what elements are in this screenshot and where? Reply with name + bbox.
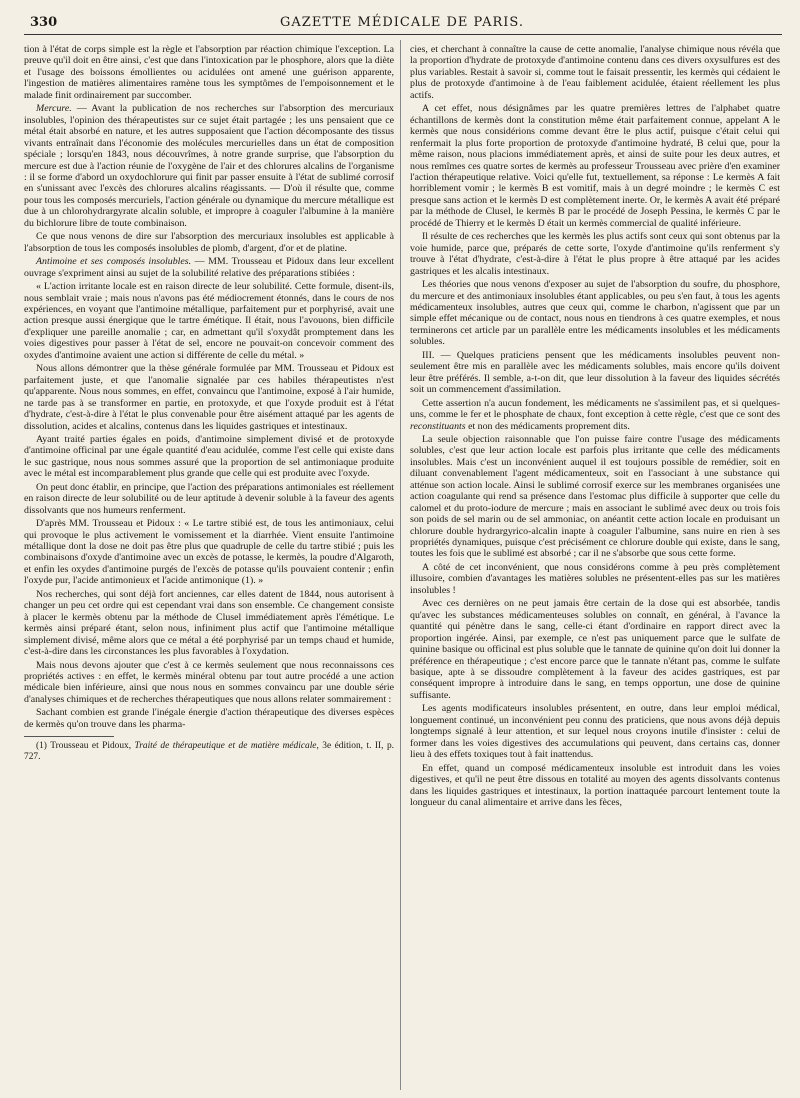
quotation: « L'action irritante locale est en raison directe de leur solubilité. Cette formule, disent-ils, nous semblait vraie ; mais nous n'avons pas été médiocrement étonnés, dans le cours de nos expériences, en voyant que l'antimoine métallique, parfaitement pur et porphyrisé, avait une action presque aussi énergique que le tartre émétique. Il était, nous l'avouons, bien difficile d'expliquer une pareille anomalie ; car, en admettant qu'il s'oxydât promptement dans les voies digestives pour passer à l'état de sel, encore ne pouvait-on concevoir comment des oxydes d'antimoine avaient une action si différente de celle du métal. »	[24, 281, 394, 361]
paragraph: Nos recherches, qui sont déjà fort anciennes, car elles datent de 1844, nous autorisent à changer un peu cet ordre qui est cependant vrai dans son ensemble. Ce changement consiste à placer le kermès obtenu par la méthode de Clusel immédiatement après l'émétique. Le kermès ainsi préparé étant, selon nous, infiniment plus actif que l'antimoine métallique simplement divisé, même alors que ce métal a été porphyrisé par un temps chaud et humide, c'est-à-dire dans les circonstances les plus favorables à l'oxydation.	[24, 588, 394, 658]
column-divider	[400, 40, 401, 1090]
paragraph-section-iii: III. — Quelques praticiens pensent que les médicaments insolubles peuvent non-seulement être mis en parallèle avec les médicaments solubles, mais encore qu'ils doivent leur être préférés. Il semble, a-t-on dit, que leur dissolution à la faveur des liquides sécrétés soit un commencement d'assimilation.	[410, 349, 780, 396]
paragraph: A côté de cet inconvénient, que nous considérons comme à peu près complètement illusoire, combien d'avantages les matières solubles ne présentent-elles pas sur les matières insolubles !	[410, 561, 780, 596]
paragraph: Mais nous devons ajouter que c'est à ce kermès seulement que nous reconnaissons ces propriétés actives : en effet, le kermès minéral obtenu par tout autre procédé a une action médicale bien inférieure, ainsi que nous nous en sommes convaincu par une double série d'analyses chimiques et de recherches thérapeutiques que nous allons relater sommairement :	[24, 659, 394, 705]
paragraph: D'après MM. Trousseau et Pidoux : « Le tartre stibié est, de tous les antimoniaux, celui qui provoque le plus activement le vomissement et la diarrhée. Vient ensuite l'antimoine métallique dont la dose ne doit pas être plus que quadruple de celle du tartre stibié ; puis les combinaisons d'oxyde d'antimoine avec un excès de potasse, le kermès, la poudre d'Algaroth, et enfin les oxydes d'antimoine purgés de l'excès de potasse qu'ils pouvaient contenir ; enfin l'oxyde pur, l'acide antimonieux et l'acide antimonique (1). »	[24, 518, 394, 587]
paragraph: Nous allons démontrer que la thèse générale formulée par MM. Trousseau et Pidoux est parfaitement juste, et que l'anomalie signalée par ces habiles thérapeutistes n'est qu'apparente. Nous nous sommes, en effet, convaincu que l'antimoine, exposé à l'air humide, ne tarde pas à se transformer en partie, en protoxyde, et que l'oxyde produit est à l'état d'hydrate, c'est-à-dire à l'état le plus convenable pour être aisément attaqué par les agents de dissolution, acides et alcalins, contenus dans les liquides gastriques et intestinaux.	[24, 363, 394, 432]
footnote-rule	[24, 736, 114, 737]
page-header	[22, 12, 782, 34]
footnote-text: (1) Trousseau et Pidoux,	[36, 741, 135, 752]
paragraph: On peut donc établir, en principe, que l'action des préparations antimoniales est réellement en raison directe de leur solubilité ou de leur aptitude à devenir soluble à la faveur des agents dissolvants que nos humeurs renferment.	[24, 481, 394, 516]
paragraph	[410, 398, 780, 432]
journal-title: GAZETTE MÉDICALE DE PARIS.	[280, 15, 524, 30]
paragraph: Ayant traité parties égales en poids, d'antimoine simplement divisé et de protoxyde d'antimoine officinal par une égale quantité d'eau acidulée, comme l'est celle qui existe dans le suc gastrique, nous nous sommes assuré que la proportion de sel antimoniaque produite avec le métal est incomparablement plus grande que celle qui est produite avec l'oxyde.	[24, 433, 394, 480]
paragraph: La seule objection raisonnable que l'on puisse faire contre l'usage des médicaments solubles, c'est que leur action locale est parfois plus irritante que celle des médicaments insolubles. Mais c'est un inconvénient auquel il est toujours possible de remédier, soit en diluant convenablement l'agent médicamenteux, soit en l'associant à une substance qui atténue son action locale. Ainsi le sublimé corrosif exerce sur les membranes organisées une action coagulante qui rend sa présence dans l'estomac plus difficile à supporter que celle du calomel et du proto-iodure de mercure ; mais en associant le sublimé avec deux ou trois fois son poids de sel marin ou de sel ammoniac, on anéantit cette action locale en produisant un chlorure double hydrargyrico-alcalin inapte à coaguler l'albumine, sans nuire en rien à ses propriétés dynamiques, puisque c'est précisément ce chlorure double qui existe, dans le sang, toutes les fois que le sublimé est absorbé ; car il ne s'absorbe que sous cette forme.	[410, 433, 780, 560]
paragraph: tion à l'état de corps simple est la règle et l'absorption par réaction chimique l'exception. La preuve qu'il doit en être ainsi, c'est que dans l'intoxication par le phosphore, alors que la diète et l'usage des boissons émollientes ou acidulées ont amené une guérison apparente, l'ingestion de matières alimentaires ramène tous les symptômes de l'empoisonnement et le malade finit ordinairement par succomber.	[24, 44, 394, 101]
left-column	[24, 44, 394, 1084]
section-heading-antimoine: Antimoine et ses composés insolubles.	[36, 256, 192, 268]
emphasis: reconstituants	[410, 420, 466, 432]
page-number: 330	[30, 15, 58, 30]
paragraph: Sachant combien est grande l'inégale énergie d'action thérapeutique des diverses espèces de kermès qu'on trouve dans les pharma-	[24, 707, 394, 730]
paragraph: cies, et cherchant à connaître la cause de cette anomalie, l'analyse chimique nous révéla que la proportion d'hydrate de protoxyde d'antimoine contenu dans ces divers oxysulfures est des plus variables. Restait à savoir si, comme tout le faisait pressentir, les kermès qui cédaient le plus de protoxyde d'antimoine à de l'eau faiblement acidulée, étaient réellement les plus actifs.	[410, 44, 780, 101]
paragraph: Avec ces dernières on ne peut jamais être certain de la dose qui est absorbée, tandis qu'avec les substances médicamenteuses solubles on connaît, en général, à l'avance la quantité qui pénètre dans le sang, celle-ci étant d'ordinaire en rapport direct avec la proportion ingérée. Ainsi, par exemple, ce n'est pas uniquement parce que le sulfate de quinine basique ou officinal est plus soluble que le tannate de quinine qu'on doit lui donner la préférence en thérapeutique ; c'est encore parce que le tannate n'étant pas, comme le sulfate basique, apte à se dissoudre complètement à la faveur des acides gastriques, est par conséquent impropre à introduire dans le sang, en temps opportun, une dose de quinine suffisante.	[410, 598, 780, 701]
paragraph: Les agents modificateurs insolubles présentent, en outre, dans leur emploi médical, longuement continué, un inconvénient peu connu des praticiens, que nous avons déjà depuis longtemps signalé à leur attention, et sur lequel nous croyons inutile d'insister : celui de former dans les voies digestives des accumulations qui peuvent, dans certains cas, donner lieu à des effets toxiques tout à fait inattendus.	[410, 703, 780, 761]
paragraph-text: — MM. Trousseau et Pidoux dans leur excellent ouvrage s'expriment ainsi au sujet de la solubilité relative des préparations stibiées :	[24, 256, 394, 279]
paragraph-text: — Avant la publication de nos recherches sur l'absorption des mercuriaux insolubles, l'opinion des thérapeutistes sur ce sujet était partagée ; les uns pensaient que ce métal était absorbé en nature, et les autres supposaient que l'action décomposante des tissus vivants entraînait dans l'économie des molécules mercurielles dans un état de composition spéciale ; lorsqu'en 1843, nous découvrîmes, à notre grande surprise, que l'absorption du mercure est due à l'action réunie de l'oxygène de l'air et des chlorures alcalins de l'organisme : il se forme d'abord un oxydochlorure qui finit par passer ensuite à l'état de sublimé corrosif en s'unissant avec l'excès des chlorures alcalins réagissants. — D'où il résulte que, comme pour tous les composés mercuriels, l'action générale ou dynamique du mercure métallique est due à un chlorohydrargyrate alcalin soluble, et impropre à coaguler l'albumine à la manière du bichlorure libre de toute combinaison.	[24, 103, 394, 229]
section-heading-mercure: Mercure.	[36, 103, 72, 115]
paragraph: Il résulte de ces recherches que les kermès les plus actifs sont ceux qui sont obtenus par la voie humide, parce que, préparés de cette sorte, l'oxyde d'antimoine qu'ils renferment s'y trouve à l'état d'hydrate, c'est-à-dire à l'état le plus propre à être attaqué par les acides gastriques et les alcalis intestinaux.	[410, 231, 780, 277]
paragraph: Ce que nous venons de dire sur l'absorption des mercuriaux insolubles est applicable à l'absorption de tous les composés insolubles de plomb, d'argent, d'or et de platine.	[24, 231, 394, 254]
paragraph: Les théories que nous venons d'exposer au sujet de l'absorption du soufre, du phosphore, du mercure et des antimoniaux insolubles étant applicables, ou peu s'en faut, à tous les agents médicamenteux insolubles, autres que ceux qui, comme le charbon, n'agissent que par un simple effet mécanique ou de contact, nous nous en tiendrons à ces quatre exemples, et nous terminerons cet article par un parallèle entre les médicaments insolubles et les médicaments solubles.	[410, 279, 780, 348]
paragraph-text: et non des médicaments proprement dits.	[465, 420, 630, 432]
paragraph: A cet effet, nous désignâmes par les quatre premières lettres de l'alphabet quatre échantillons de kermès dont la constitution même était parfaitement connue, appelant A le kermès que nous considérions comme devant être le plus actif, puisque c'était celui qui renfermait la plus forte proportion de protoxyde d'antimoine hydraté, B celui que, pour la même raison, nous placions immédiatement après, et ainsi de suite pour les deux autres, et nous remîmes ces quatre sortes de kermès au professeur Trousseau avec prière d'en examiner l'action thérapeutique relative. Voici qu'elle fut, textuellement, sa réponse : Le kermès A fait horriblement vomir ; le kermès B est vomitif, mais à un degré moindre ; le kermès C est presque sans action et le kermès D est complètement inerte. Or, le kermès A avait été préparé par la méthode de Clusel, le kermès B par le procédé de Joseph Pessina, le kermès C par le procédé de Thierry et le kermès D était un kermès commercial de qualité inférieure.	[410, 103, 780, 229]
paragraph-text: Cette assertion n'a aucun fondement, les médicaments ne s'assimilent pas, et si quelques-uns, comme le fer et le phosphate de chaux, font exception à cette règle, c'est que ce sont des	[410, 397, 780, 421]
paragraph-antimoine	[24, 256, 394, 279]
paragraph-mercure	[24, 103, 394, 229]
right-column	[410, 44, 780, 1084]
footnote-text: , 3e édition, t. II, p. 727.	[24, 741, 394, 763]
paragraph: En effet, quand un composé médicamenteux insoluble est introduit dans les voies digestives, et qu'il ne peut être dissous en totalité au moyen des agents dissolvants contenus dans les liquides gastriques et intestinaux, la portion inattaquée parcourt lentement toute la longueur du canal alimentaire et arrive dans les fèces,	[410, 762, 780, 808]
footnote-book-title: Traité de thérapeutique et de matière médicale	[134, 741, 317, 752]
footnote	[24, 741, 394, 763]
header-rule	[24, 34, 782, 35]
